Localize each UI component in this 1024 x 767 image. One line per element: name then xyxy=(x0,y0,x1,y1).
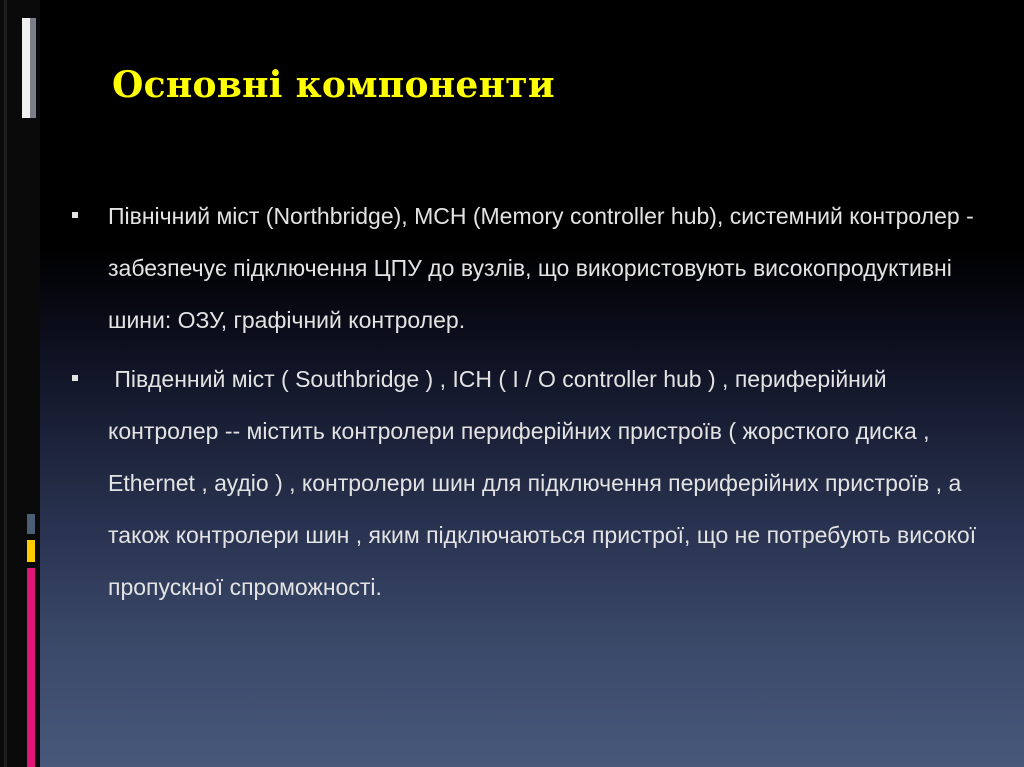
bullet-item-southbridge xyxy=(70,353,995,613)
bullet-text: Північний міст (Northbridge), MCH (Memory controller hub), системний контролер - забезпечує підключення ЦПУ до вузлів, що використовують високопродуктивні шини: ОЗУ, графічний контролер. xyxy=(108,203,974,333)
accent-stripe-slate xyxy=(27,514,35,534)
square-bullet-icon xyxy=(72,212,78,218)
slide-title: Основні компоненти xyxy=(112,64,555,106)
accent-stripe-gray-1 xyxy=(30,18,36,118)
accent-stripe-yellow xyxy=(27,540,35,562)
left-band-edge xyxy=(4,0,7,767)
bullet-item-northbridge xyxy=(70,190,995,346)
accent-stripe-white-1 xyxy=(22,18,30,118)
accent-stripe-magenta xyxy=(27,568,35,767)
bullet-list xyxy=(70,190,995,620)
square-bullet-icon xyxy=(72,375,78,381)
bullet-text: Південний міст ( Southbridge ) , ICH ( I / O controller hub ) , периферійний контролер -- містить контролери периферійних пристроїв ( жорсткого диска , Ethernet , аудіо ) , контролери шин для підключення периферійних пристроїв , а також контролери шин , яким підключаються пристрої, що не потребують високої пропускної спроможності. xyxy=(108,366,977,600)
left-decorative-band xyxy=(0,0,40,767)
